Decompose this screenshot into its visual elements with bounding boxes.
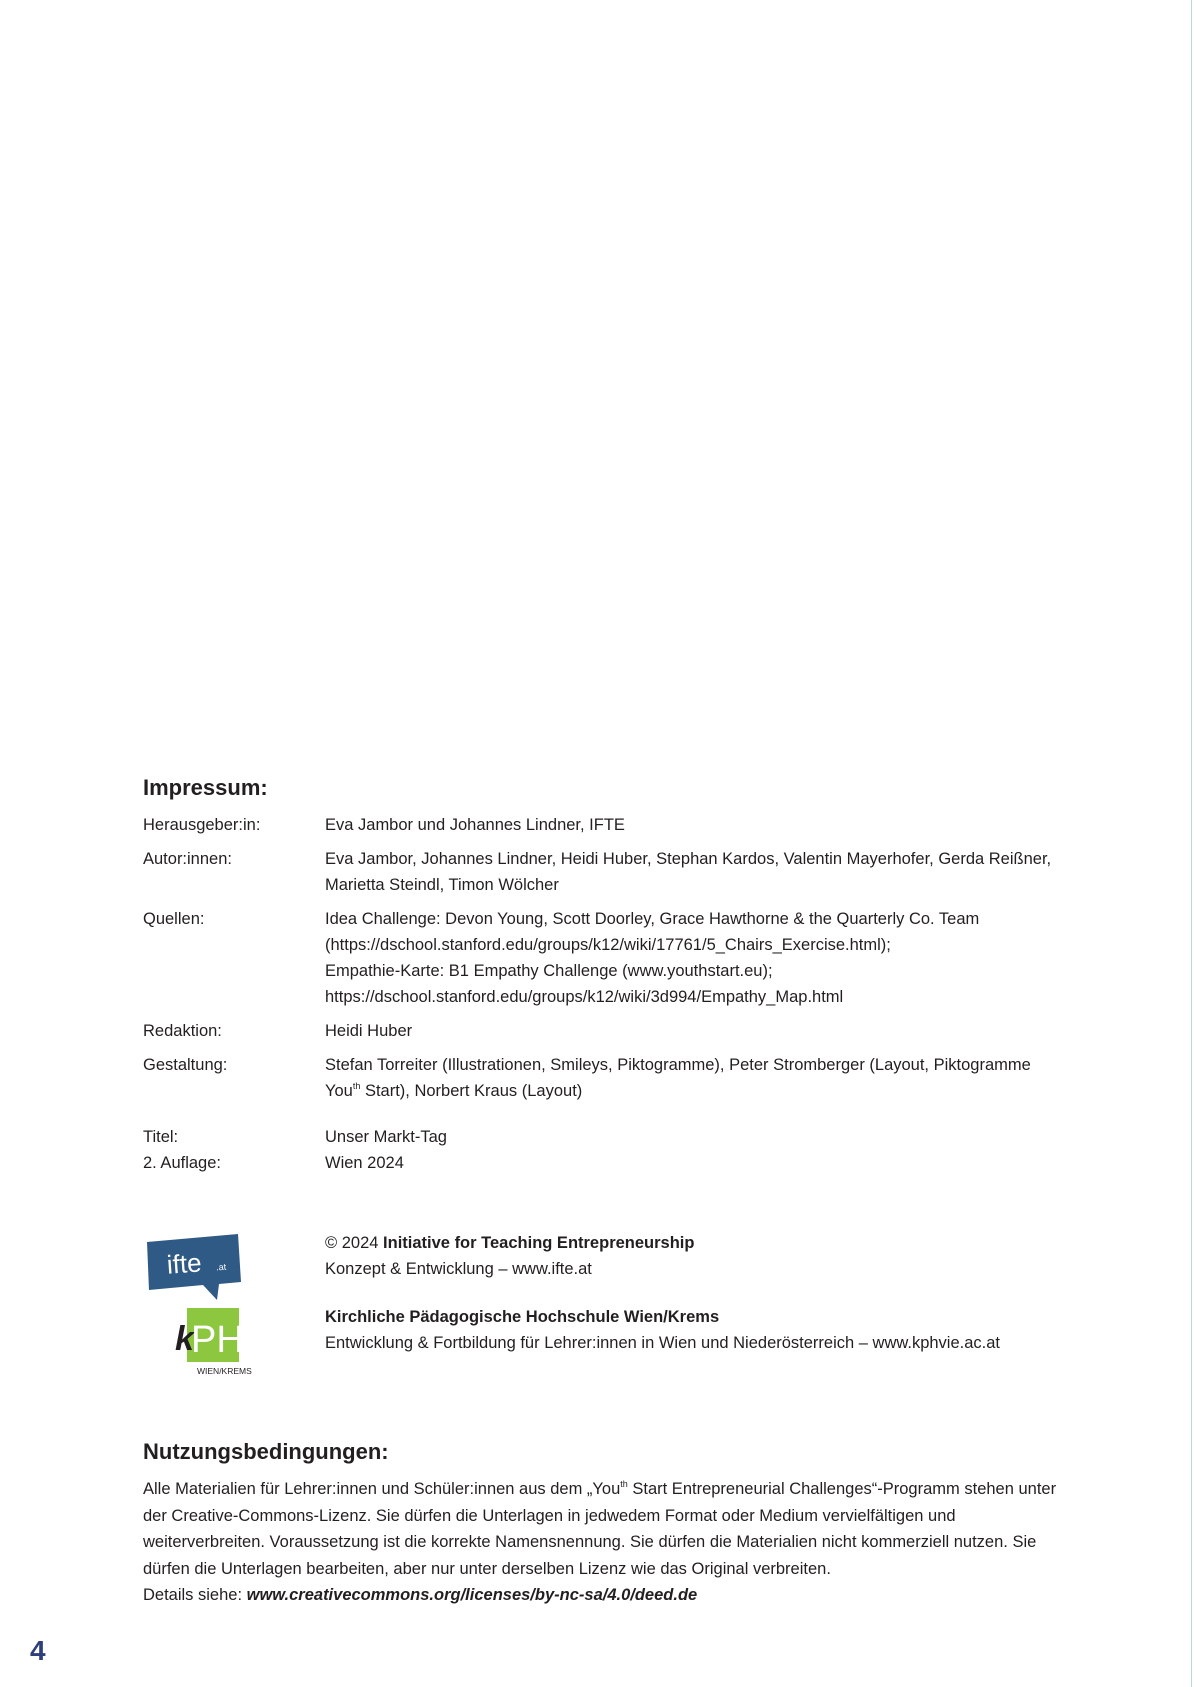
impressum-value	[325, 812, 1073, 838]
kph-logo-ph: PH	[191, 1319, 244, 1361]
impressum-value-line: Heidi Huber	[325, 1022, 413, 1040]
impressum-value-line: https://dschool.stanford.edu/groups/k12/wiki/3d994/Empathy_Map.html	[325, 988, 844, 1006]
terms-paragraph	[143, 1476, 1073, 1582]
gestaltung-line-2-post: Start), Norbert Kraus (Layout)	[360, 1082, 583, 1100]
organization-details	[325, 1230, 1000, 1378]
impressum-value	[325, 1018, 1073, 1044]
impressum-value	[325, 1052, 1073, 1104]
impressum-value-line: Marietta Steindl, Timon Wölcher	[325, 876, 559, 894]
ifte-name: Initiative for Teaching Entrepreneurship	[383, 1234, 695, 1252]
organizations	[143, 1230, 1073, 1376]
impressum-value-line: Eva Jambor, Johannes Lindner, Heidi Huber, Stephan Kardos, Valentin Mayerhofer, Gerda Reißner,	[325, 850, 1052, 868]
ifte-description: Konzept & Entwicklung – www.ifte.at	[325, 1260, 592, 1278]
organization-logos	[143, 1226, 263, 1376]
terms-details	[143, 1582, 1073, 1609]
impressum-row-gestaltung	[143, 1052, 1073, 1104]
impressum-value-line: Idea Challenge: Devon Young, Scott Doorley, Grace Hawthorne & the Quarterly Co. Team	[325, 910, 980, 928]
impressum-heading: Impressum:	[143, 775, 268, 800]
copyright-prefix: © 2024	[325, 1234, 384, 1252]
meta-label: Titel:	[143, 1128, 179, 1146]
page-number: 4	[30, 1635, 46, 1666]
impressum-value-line: Empathie-Karte: B1 Empathy Challenge (www.youthstart.eu);	[325, 962, 773, 980]
meta-value: Unser Markt-Tag	[325, 1128, 447, 1146]
terms-text-pre: Alle Materialien für Lehrer:innen und Schüler:innen aus dem „You	[143, 1480, 621, 1498]
kph-description: Entwicklung & Fortbildung für Lehrer:innen in Wien und Niederösterreich – www.kphvie.ac.at	[325, 1334, 1001, 1352]
impressum-label: Herausgeber:in:	[143, 816, 261, 834]
impressum-value	[325, 906, 1073, 1010]
kph-logo-k: k	[175, 1320, 194, 1358]
meta-row-edition	[143, 1150, 1073, 1176]
ifte-block	[325, 1230, 1000, 1282]
kph-block	[325, 1304, 1000, 1356]
kph-logo-sub: WIEN/KREMS	[197, 1366, 252, 1376]
ifte-logo-text: ifte	[165, 1247, 203, 1280]
meta-value: Wien 2024	[325, 1154, 404, 1172]
license-link[interactable]: www.creativecommons.org/licenses/by-nc-sa/4.0/deed.de	[246, 1586, 698, 1604]
kph-logo	[175, 1308, 252, 1376]
impressum-label: Autor:innen:	[143, 850, 232, 868]
terms-of-use	[143, 1438, 1073, 1609]
impressum-label: Quellen:	[143, 910, 205, 928]
gestaltung-line-2-pre: You	[325, 1082, 353, 1100]
impressum-row	[143, 906, 1073, 1010]
terms-text-post: Start Entrepreneurial Challenges“-Programm stehen unter der Creative-Commons-Lizenz. Sie dürfen die Unterlagen in jedwedem Format oder Medium vervielfältigen und weiterverbreiten. Voraussetzung ist die korrekte Namensnennung. Sie dürfen die Materialien nicht kommerziell nutzen. Sie dürfen die Unterlagen bearbeiten, aber nur unter derselben Lizenz wie das Original verbreiten.	[143, 1480, 1057, 1578]
meta-label: 2. Auflage:	[143, 1154, 221, 1172]
details-label: Details siehe:	[143, 1586, 247, 1604]
page-edge-line	[1191, 0, 1192, 1687]
terms-heading: Nutzungsbedingungen:	[143, 1439, 389, 1464]
kph-name: Kirchliche Pädagogische Hochschule Wien/Krems	[325, 1308, 720, 1326]
impressum-row	[143, 846, 1073, 898]
gestaltung-line-1: Stefan Torreiter (Illustrationen, Smileys, Piktogramme), Peter Stromberger (Layout, Piktogramme	[325, 1056, 1031, 1074]
impressum-row	[143, 812, 1073, 838]
impressum-list	[143, 812, 1073, 1044]
impressum-value	[325, 846, 1073, 898]
impressum-label: Redaktion:	[143, 1022, 222, 1040]
impressum-value-line: (https://dschool.stanford.edu/groups/k12/wiki/17761/5_Chairs_Exercise.html);	[325, 936, 891, 954]
meta-row-title	[143, 1124, 1073, 1150]
impressum-row	[143, 1018, 1073, 1044]
impressum-value-line: Eva Jambor und Johannes Lindner, IFTE	[325, 816, 625, 834]
ifte-logo	[147, 1234, 241, 1300]
imprint-content	[143, 774, 1073, 1609]
publication-meta	[143, 1124, 1073, 1176]
impressum-label: Gestaltung:	[143, 1056, 228, 1074]
terms-text-sup: th	[620, 1479, 628, 1489]
gestaltung-line-2-sup: th	[352, 1081, 361, 1091]
ifte-logo-suffix: .at	[215, 1261, 227, 1273]
